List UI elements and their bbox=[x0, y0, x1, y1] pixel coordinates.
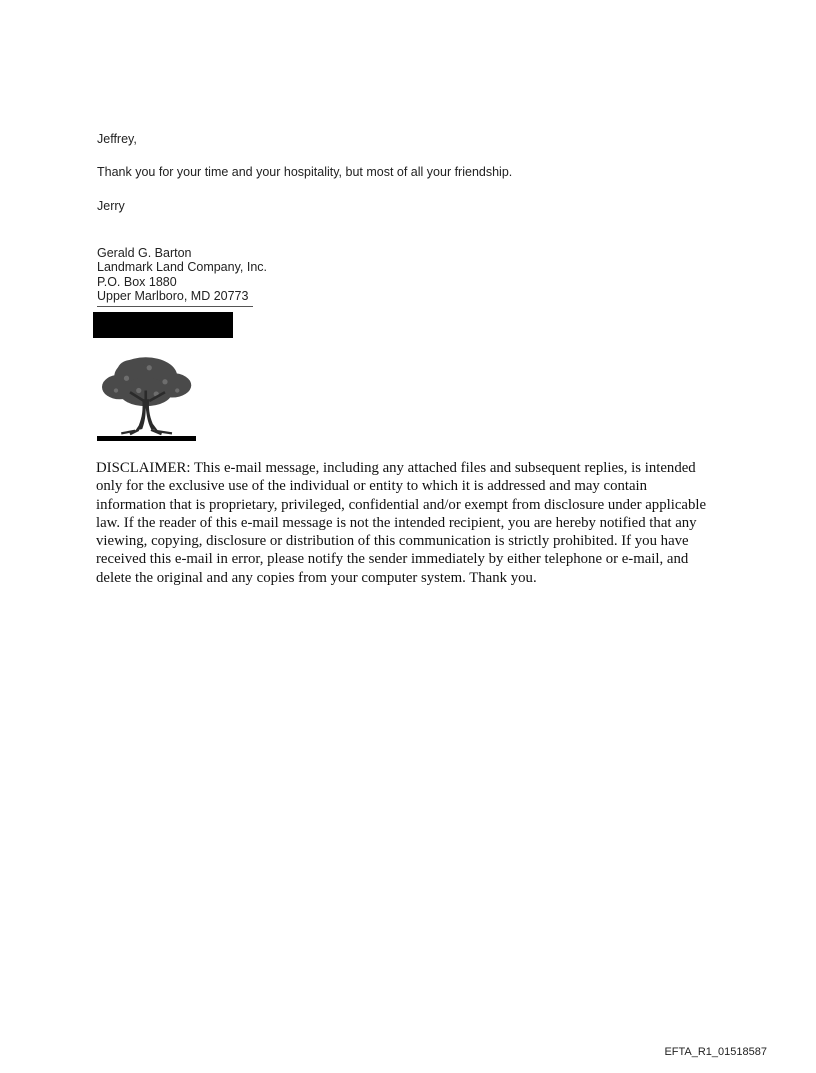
signature-block bbox=[97, 246, 267, 303]
logo-ground-line bbox=[97, 436, 196, 441]
signature-pobox: P.O. Box 1880 bbox=[97, 274, 177, 289]
email-greeting: Jeffrey, bbox=[97, 132, 137, 146]
signature-company: Landmark Land Company, Inc. bbox=[97, 260, 268, 275]
email-signoff: Jerry bbox=[97, 199, 125, 213]
signature-name: Gerald G. Barton bbox=[97, 246, 192, 260]
email-body: Thank you for your time and your hospitality, but most of all your friendship. bbox=[97, 165, 513, 179]
signature-city: Upper Marlboro, MD 20773 bbox=[97, 288, 249, 303]
tree-logo-icon bbox=[95, 352, 200, 436]
signature-underline bbox=[97, 306, 253, 307]
disclaimer-text: DISCLAIMER: This e-mail message, including any attached files and subsequent replies, is intended only for the exclusive use of the individual or entity to which it is addressed and may contain information that is proprietary, privileged, confidential and/or exempt from disclosure under applicable law. If the reader of this e-mail message is not the intended recipient, you are hereby notified that any viewing, copying, disclosure or distribution of this communication is strictly prohibited. If you have received this e-mail in error, please notify the sender immediately by either telephone or e-mail, and delete the original and any copies from your computer system. Thank you. bbox=[96, 460, 707, 586]
redaction-bar bbox=[93, 312, 233, 338]
bates-number: EFTA_R1_01518587 bbox=[664, 1046, 767, 1058]
